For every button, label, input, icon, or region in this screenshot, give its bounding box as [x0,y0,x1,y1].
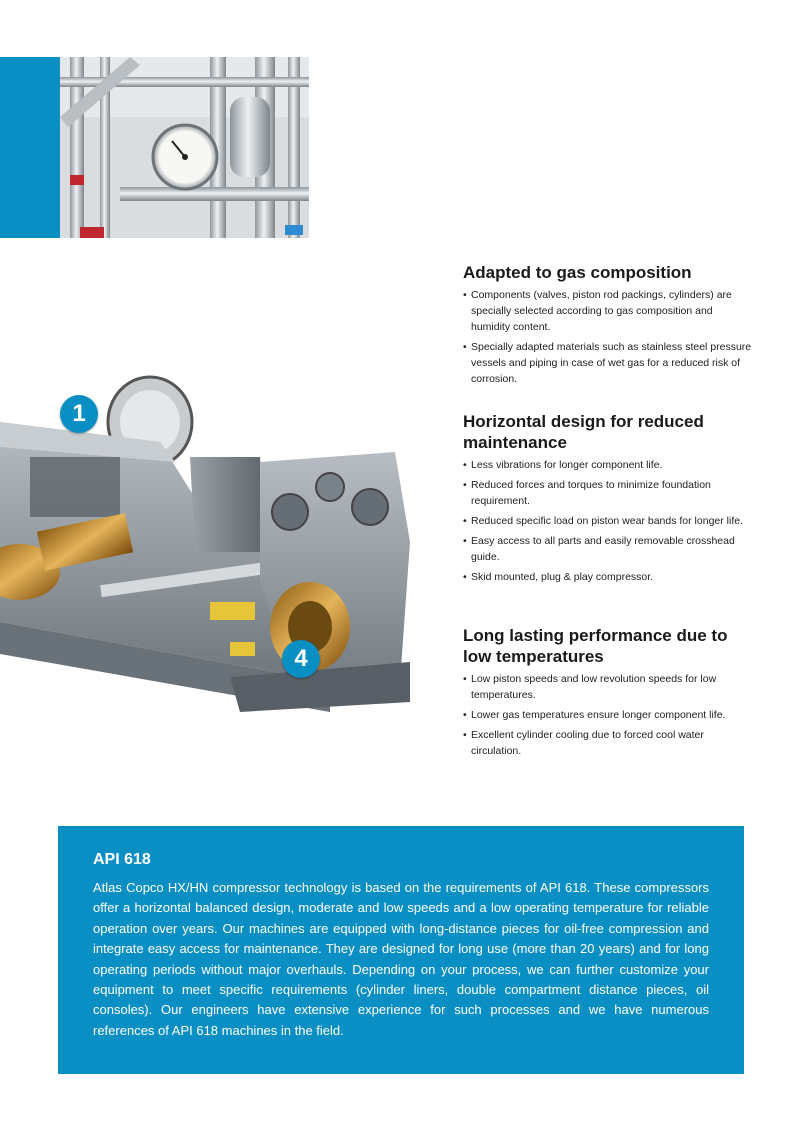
list-item: • Less vibrations for longer component life. [463,457,753,473]
callout-badge-1: 1 [60,395,98,433]
piping-photo [60,57,309,238]
section-title: Adapted to gas composition [463,263,692,282]
list-item: • Skid mounted, plug & play compressor. [463,569,753,585]
list-item: • Low piston speeds and low revolution speeds for low temperatures. [463,671,753,703]
section-low-temperatures [463,625,753,763]
callout-badge-4: 4 [282,640,320,678]
compressor-illustration [0,282,470,792]
section-title: Long lasting performance due to low temperatures [463,626,728,666]
bullet-list [463,287,753,387]
list-item: • Reduced specific load on piston wear bands for longer life. [463,513,753,529]
section-gas-composition [463,262,753,391]
list-item: • Reduced forces and torques to minimize foundation requirement. [463,477,753,509]
list-item: • Easy access to all parts and easily removable crosshead guide. [463,533,753,565]
bullet-list [463,457,753,585]
list-item: • Excellent cylinder cooling due to forced cool water circulation. [463,727,753,759]
list-item: • Lower gas temperatures ensure longer component life. [463,707,753,723]
section-title: Horizontal design for reduced maintenance [463,412,704,452]
api-title: API 618 [93,851,151,868]
list-item: • Specially adapted materials such as stainless steel pressure vessels and piping in case of wet gas for a reduced risk of corrosion. [463,339,753,387]
section-horizontal-design [463,411,753,589]
api-paragraph: Atlas Copco HX/HN compressor technology is based on the requirements of API 618. These compressors offer a horizontal balanced design, moderate and low speeds and a low operating temperature for reliable operation over years. Our machines are equipped with long-distance pieces for oil-free compression and integrate easy access for maintenance. They are designed for long use (more than 20 years) and for long operating periods without major overhauls. Depending on your process, we can further customize your equipment to meet specific requirements (cylinder liners, double compartment distance pieces, oil consoles). Our engineers have extensive experience for such processes and we have numerous references of API 618 machines in the field. [93,880,709,1038]
list-item: • Components (valves, piston rod packings, cylinders) are specially selected according to gas composition and humidity content. [463,287,753,335]
api-618-box [58,826,744,1074]
accent-tab [0,57,60,238]
bullet-list [463,671,753,759]
